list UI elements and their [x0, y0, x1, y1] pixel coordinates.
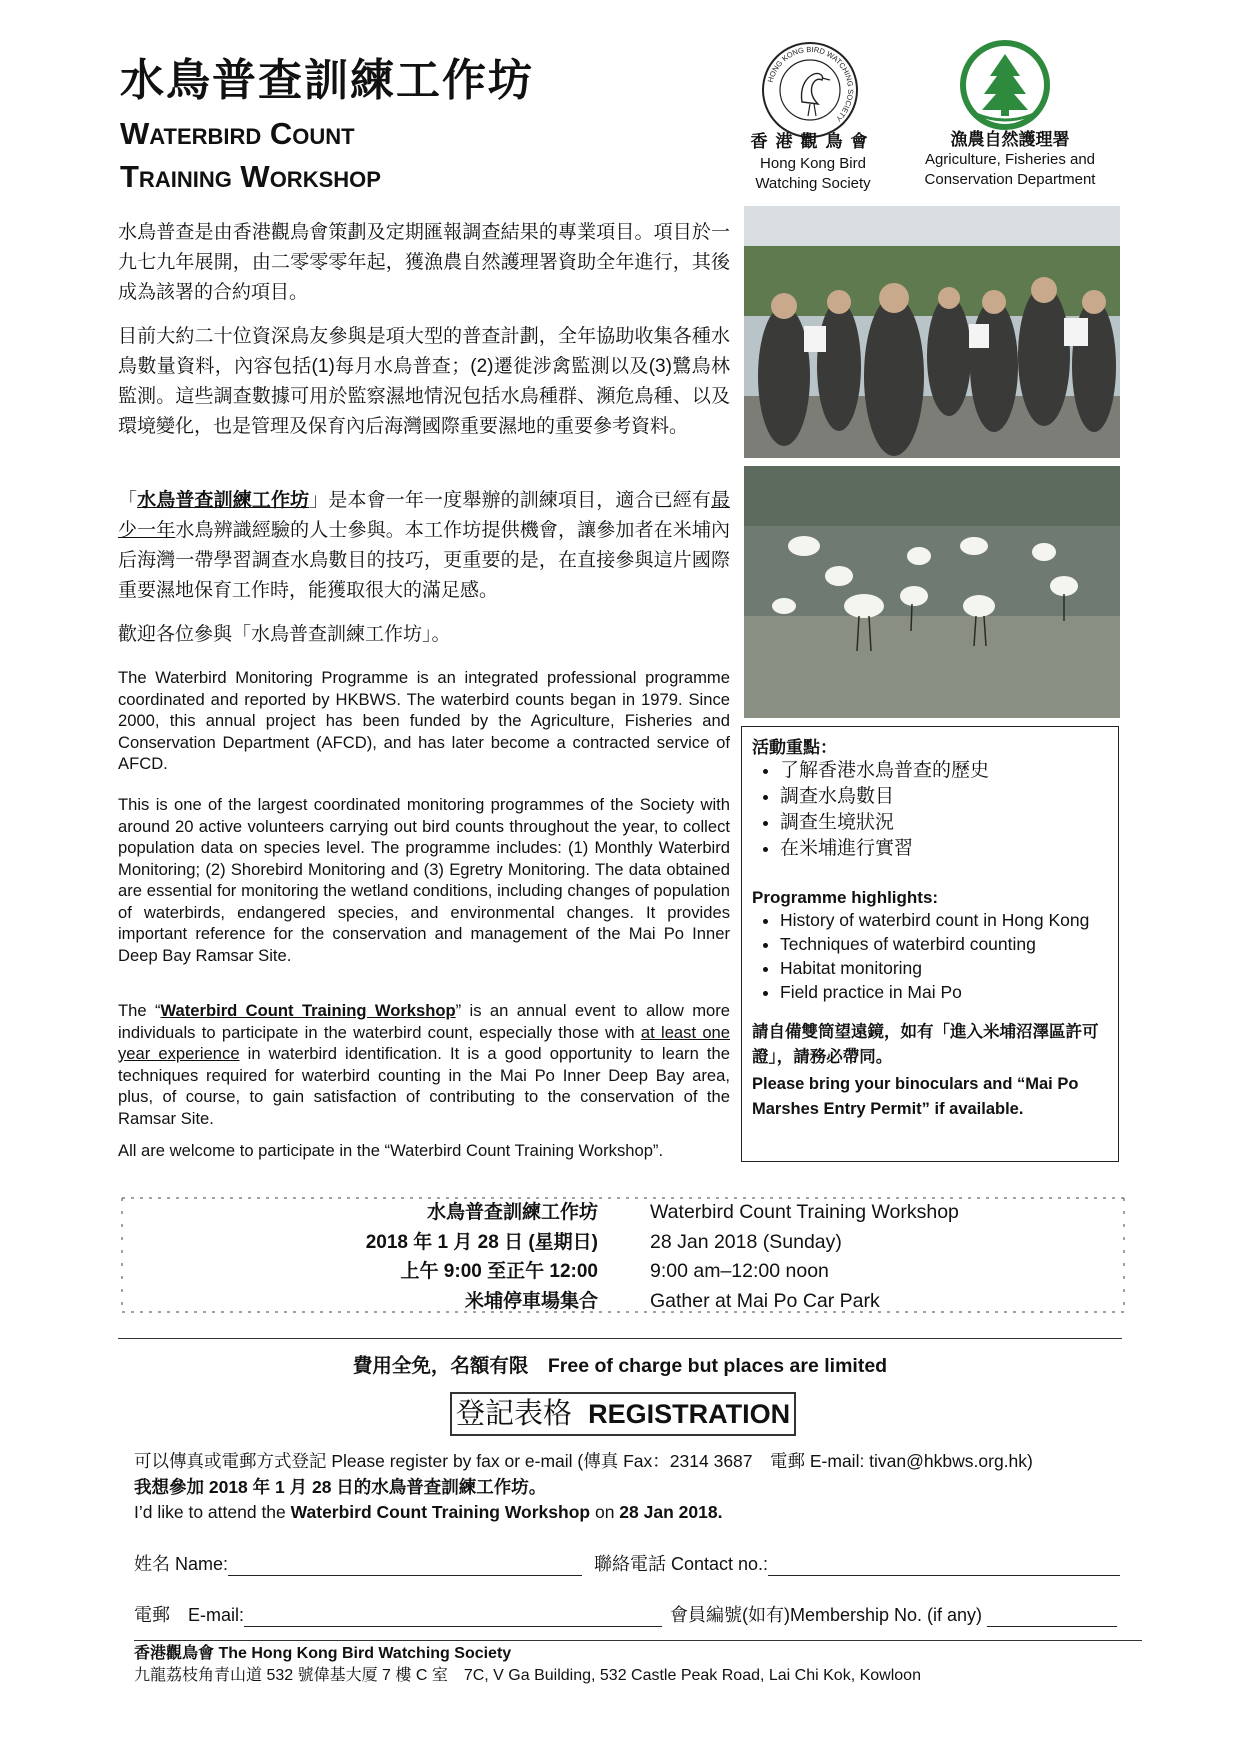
- name-label: 姓名 Name:: [134, 1554, 229, 1574]
- intro-zh-p1: 水鳥普查是由香港觀鳥會策劃及定期匯報調查結果的專業項目。項目於一九七九年展開，由二零零零年起，獲漁農自然護理署資助全年進行，其後成為該署的合約項目。: [118, 222, 730, 303]
- footer-address: 九龍荔枝角青山道 532 號偉基大厦 7 樓 C 室 7C, V Ga Building, 532 Castle Peak Road, Lai Chi Kok, Kowloon: [134, 1667, 921, 1684]
- intro-en-p3-c: in waterbird identification. It is a good opportunity to learn the techniques required for waterbird counting in the Mai Po Inner Deep Bay area, plus, of course, to gain satisfaction of contributing to the conservation of the Ramsar Site.: [118, 1044, 730, 1128]
- highlights-box: [741, 726, 1119, 1162]
- afcd-name-en-2: Conservation Department: [924, 171, 1096, 188]
- list-item: • Field practice in Mai Po: [780, 980, 1108, 1004]
- membership-label: 會員編號(如有)Membership No. (if any): [670, 1605, 983, 1625]
- highlights-list-en: [752, 908, 1108, 1004]
- highlights-list-zh: [752, 758, 1108, 862]
- afcd-logo: [960, 40, 1050, 130]
- hkbws-name: [728, 132, 898, 194]
- event-en-date: 28 Jan 2018 (Sunday): [650, 1230, 842, 1253]
- highlights-heading-zh: 活動重點：: [752, 738, 837, 757]
- intro-en-p4: All are welcome to participate in the “Waterbird Count Training Workshop”.: [118, 1141, 664, 1160]
- statement-en-workshop: Waterbird Count Training Workshop: [290, 1502, 591, 1522]
- intro-en-p3: [118, 1000, 730, 1129]
- registration-instructions: 可以傳真或電郵方式登記 Please register by fax or e-mail (傳真 Fax：2314 3687 電郵 E-mail: tivan@hkbws.org.hk): [134, 1451, 1033, 1471]
- email-field[interactable]: [134, 1601, 662, 1627]
- intro-en-p3-b: ” is an annual event to allow more individuals to participate in the waterbird count, especially those with: [118, 1001, 730, 1042]
- list-item: • Techniques of waterbird counting: [780, 932, 1108, 956]
- statement-en-date: 28 Jan 2018.: [619, 1502, 723, 1522]
- intro-zh-p3-c: 水鳥辨識經驗的人士參與。本工作坊提供機會，讓參加者在米埔內后海灣一帶學習調查水鳥數目的技巧，更重要的是，在直接參與這片國際重要濕地保育工作時，能獲取很大的滿足感。: [118, 520, 730, 601]
- email-label: 電郵 E-mail:: [134, 1605, 245, 1625]
- intro-zh-p3: [118, 486, 730, 606]
- event-en-title: Waterbird Count Training Workshop: [650, 1201, 959, 1223]
- intro-zh-p4: 歡迎各位參與「水鳥普查訓練工作坊」。: [118, 624, 451, 645]
- afcd-name-zh: 漁農自然護理署: [950, 130, 1070, 149]
- email-input-line[interactable]: [244, 1608, 662, 1627]
- hkbws-name-en-1: Hong Kong Bird: [760, 155, 866, 172]
- hkbws-seal-text: HONG KONG BIRD WATCHING SOCIETY: [765, 44, 856, 124]
- registration-statement-en: [134, 1500, 722, 1524]
- statement-en-on: on: [590, 1502, 620, 1522]
- event-details-zh: [330, 1198, 598, 1316]
- event-en-venue: Gather at Mai Po Car Park: [650, 1289, 880, 1312]
- contact-field[interactable]: [594, 1550, 1120, 1576]
- list-item: • Habitat monitoring: [780, 956, 1108, 980]
- event-zh-time: 上午 9:00 至正午 12:00: [400, 1261, 598, 1282]
- highlights-heading-en: Programme highlights:: [752, 888, 939, 907]
- contact-label: 聯絡電話 Contact no.:: [594, 1554, 769, 1574]
- afcd-name-en-1: Agriculture, Fisheries and: [924, 151, 1096, 168]
- intro-zh-p3-one-year: 最少一年: [118, 490, 730, 541]
- membership-field[interactable]: [670, 1601, 1117, 1627]
- binoculars-notice-zh: 請自備雙筒望遠鏡，如有「進入米埔沼澤區許可證」，請務必帶同。: [752, 1023, 1099, 1066]
- event-zh-date: 2018 年 1 月 28 日 (星期日): [365, 1231, 598, 1253]
- event-en-time: 9:00 am–12:00 noon: [650, 1260, 829, 1282]
- afcd-name: [900, 130, 1120, 190]
- event-zh-title: 水鳥普查訓練工作坊: [426, 1202, 598, 1223]
- hkbws-name-en-2: Watching Society: [755, 175, 871, 192]
- event-zh-venue: 米埔停車場集合: [464, 1290, 598, 1312]
- page-title-zh: 水鳥普查訓練工作坊: [120, 56, 534, 105]
- list-item: • 調查生境狀況: [780, 810, 1108, 836]
- intro-en-p1: The Waterbird Monitoring Programme is an integrated professional programme coordinated and reported by HKBWS. The waterbird counts began in 1979. Since 2000, this annual project has been funded by the Agriculture, Fisheries and Conservation Department (AFCD), and has later become a contracted service of AFCD.: [118, 668, 730, 773]
- intro-zh-p3-workshop: 水鳥普查訓練工作坊: [137, 490, 310, 511]
- list-item: • 調查水鳥數目: [780, 784, 1108, 810]
- divider: [118, 1338, 1122, 1339]
- page-title-en: [120, 112, 381, 198]
- list-item: • History of waterbird count in Hong Kong: [780, 908, 1108, 932]
- intro-en-p2: This is one of the largest coordinated monitoring programmes of the Society with around 20 active volunteers carrying out bird counts throughout the year, to collect population data on species level. The programme includes: (1) Monthly Waterbird Monitoring; (2) Shorebird Monitoring and (3) Egretry Monitoring. The data obtained are essential for monitoring the wetland conditions, including changes of population of waterbirds, endangered species, and environmental changes. It provides important reference for the conservation and management of the Mai Po Inner Deep Bay Ramsar Site.: [118, 795, 730, 965]
- list-item: • 了解香港水鳥普查的歷史: [780, 758, 1108, 784]
- photo-egrets-mudflat: [744, 466, 1120, 718]
- title-en-line2: Training Workshop: [120, 159, 381, 194]
- hkbws-logo: [760, 40, 860, 140]
- binoculars-notice-en: Please bring your binoculars and “Mai Po Marshes Entry Permit” if available.: [752, 1075, 1079, 1118]
- footer: [134, 1643, 921, 1687]
- registration-title-zh: 登記表格: [456, 1398, 573, 1430]
- name-field[interactable]: [134, 1550, 582, 1576]
- footer-divider: [134, 1640, 1142, 1641]
- intro-zh-p3-b: 」是本會一年一度舉辦的訓練項目，適合已經有: [309, 490, 711, 511]
- list-item: • 在米埔進行實習: [780, 836, 1108, 862]
- membership-input-line[interactable]: [987, 1608, 1117, 1627]
- registration-statement-zh: 我想參加 2018 年 1 月 28 日的水鳥普查訓練工作坊。: [134, 1477, 547, 1497]
- hkbws-name-zh: 香港觀鳥會: [750, 132, 876, 151]
- free-of-charge-note: 費用全免，名額有限 Free of charge but places are limited: [352, 1355, 888, 1377]
- contact-input-line[interactable]: [768, 1557, 1120, 1576]
- title-en-line1: Waterbird Count: [120, 116, 355, 151]
- registration-title-en: REGISTRATION: [588, 1399, 791, 1429]
- intro-zh-p2: 目前大約二十位資深鳥友參與是項大型的普查計劃，全年協助收集各種水鳥數量資料，內容包括(1)每月水鳥普查；(2)遷徙涉禽監測以及(3)鷺鳥林監測。這些調查數據可用於監察濕地情況包括水鳥種群、瀕危鳥種、以及環境變化，也是管理及保育內后海灣國際重要濕地的重要參考資料。: [118, 326, 730, 437]
- registration-title: [450, 1392, 796, 1436]
- intro-en-p3-workshop: Waterbird Count Training Workshop: [160, 1001, 456, 1020]
- name-input-line[interactable]: [228, 1557, 582, 1576]
- intro-en-p3-a: The “: [118, 1001, 161, 1020]
- intro-en-p3-one-year: at least one year experience: [118, 1022, 731, 1063]
- photo-volunteers-group: [744, 206, 1120, 458]
- intro-zh-p3-a: 「: [118, 490, 138, 511]
- statement-en-a: I’d like to attend the: [134, 1502, 291, 1522]
- event-details-en: [650, 1198, 1050, 1316]
- footer-org: 香港觀鳥會 The Hong Kong Bird Watching Society: [134, 1645, 512, 1662]
